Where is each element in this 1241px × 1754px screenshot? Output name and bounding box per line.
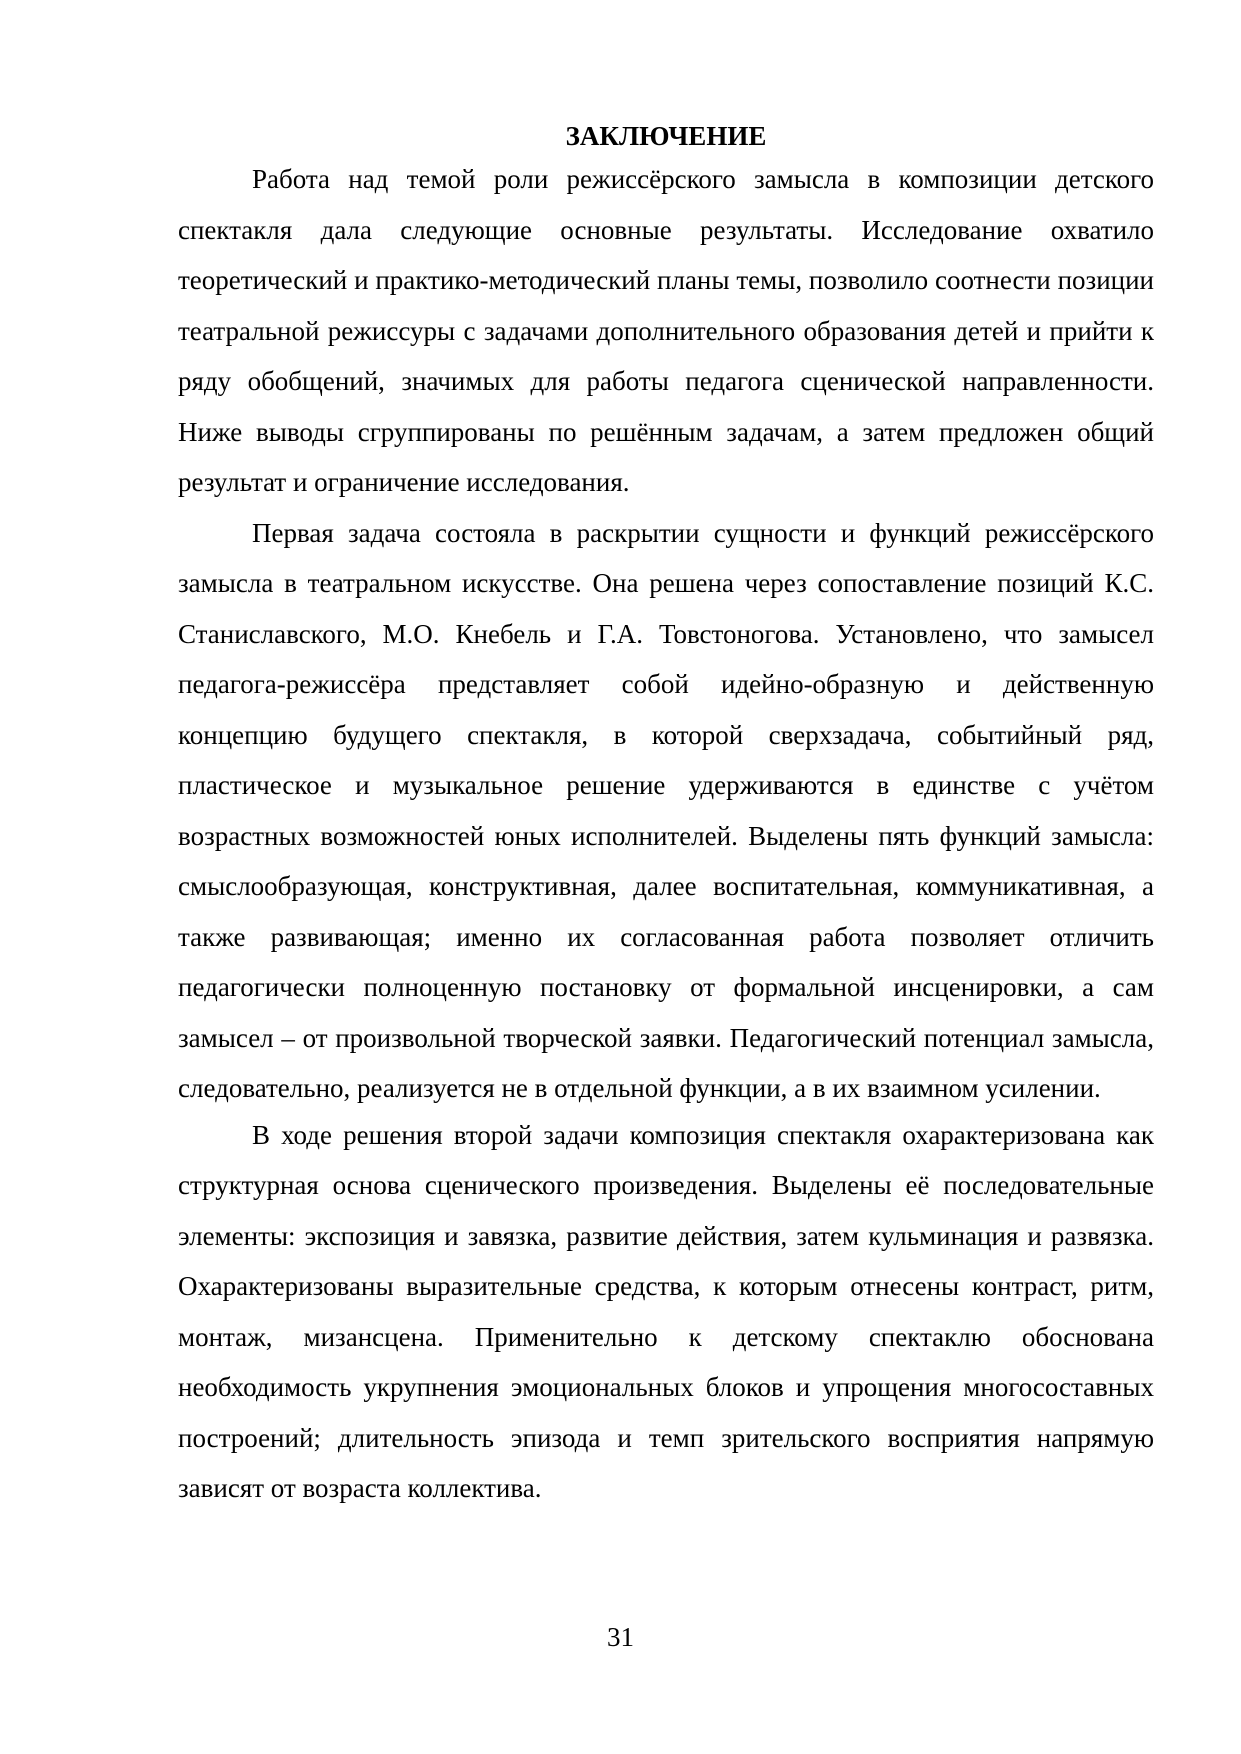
paragraph-3: В ходе решения второй задачи композиция спектакля охарактеризована как структурная основа сценического произведения. Выделены её последовательные элементы: экспозиция и завязка, развитие действия, затем кульминация и развязка. Охарактеризованы выразительные средства, к которым отнесены контраст, ритм, монтаж, мизансцена. Применительно к детскому спектаклю обоснована необходимость укрупнения эмоциональных блоков и упрощения многосоставных построений; длительность эпизода и темп зрительского восприятия напрямую зависят от возраста коллектива. <box>178 1119 1154 1503</box>
document-body <box>178 116 1154 1514</box>
paragraph-1: Работа над темой роли режиссёрского замысла в композиции детского спектакля дала следующие основные результаты. Исследование охватило теоретический и практико-методический планы темы, позволило соотнести позиции театральной режиссуры с задачами дополнительного образования детей и прийти к ряду обобщений, значимых для работы педагога сценической направленности. Ниже выводы сгруппированы по решённым задачам, а затем предложен общий результат и ограничение исследования. <box>178 164 1154 497</box>
paragraph-2: Первая задача состояла в раскрытии сущности и функций режиссёрского замысла в театральном искусстве. Она решена через сопоставление позиций К.С. Станиславского, М.О. Кнебель и Г.А. Товстоногова. Установлено, что замысел педагога-режиссёра представляет собой идейно-образную и действенную концепцию будущего спектакля, в которой сверхзадача, событийный ряд, пластическое и музыкальное решение удерживаются в единстве с учётом возрастных возможностей юных исполнителей. Выделены пять функций замысла: смыслообразующая, конструктивная, далее воспитательная, коммуникативная, а также развивающая; именно их согласованная работа позволяет отличить педагогически полноценную постановку от формальной инсценировки, а сам замысел – от произвольной творческой заявки. Педагогический потенциал замысла, следовательно, реализуется не в отдельной функции, а в их взаимном усилении. <box>178 517 1154 1103</box>
page-number: 31 <box>607 1622 634 1652</box>
section-heading: ЗАКЛЮЧЕНИЕ <box>565 121 767 151</box>
